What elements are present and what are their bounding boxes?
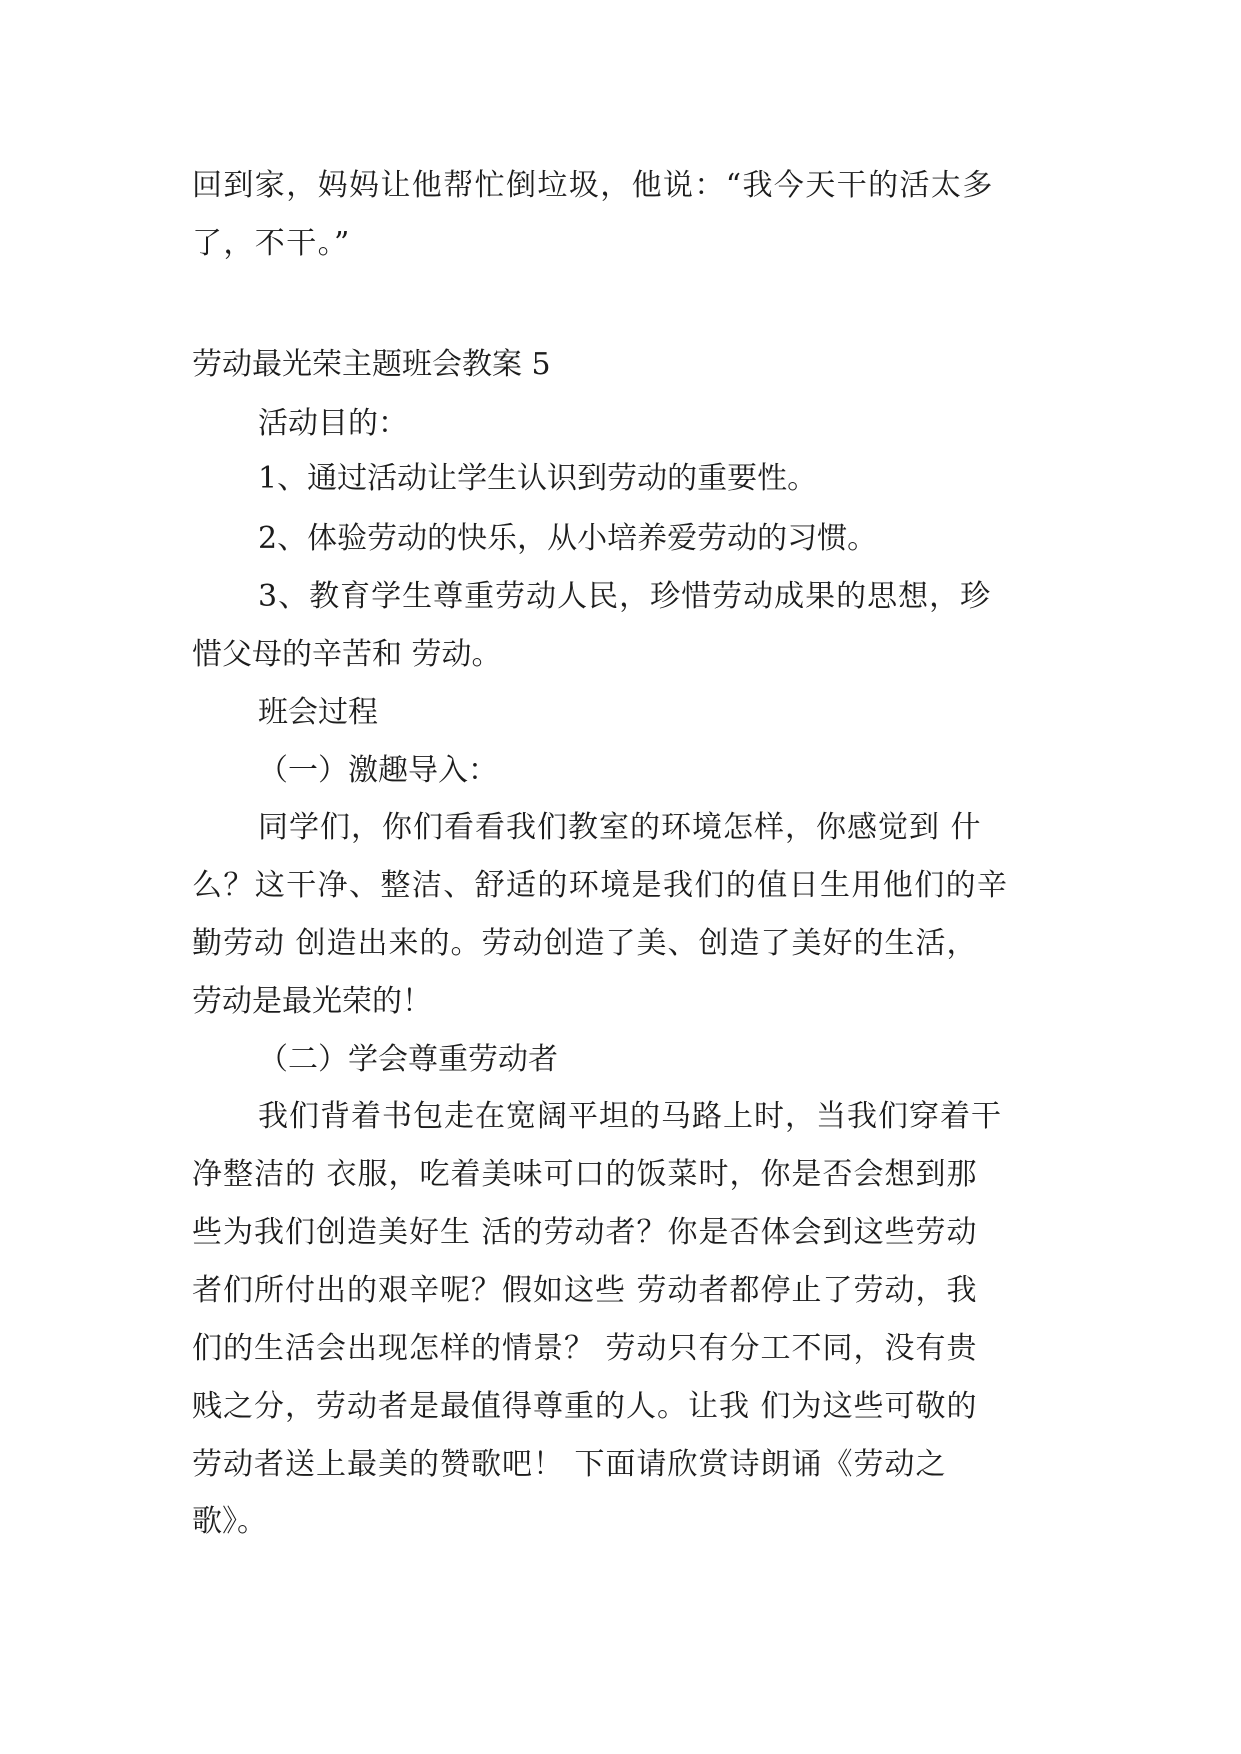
text-line: 同学们，你们看看我们教室的环境怎样，你感觉到 什 (258, 810, 982, 845)
subheading: （二）学会尊重劳动者 (258, 1042, 558, 1077)
text-line: 歌》。 (192, 1504, 267, 1539)
text-line: 我们背着书包走在宽阔平坦的马路上时，当我们穿着干 (258, 1099, 1002, 1134)
section-title: 劳动最光荣主题班会教案 5 (192, 347, 551, 382)
subheading: （一）激趣导入： (258, 753, 498, 788)
list-item: 3、教育学生尊重劳动人民，珍惜劳动成果的思想，珍 (258, 579, 992, 614)
text-line: 贱之分，劳动者是最值得尊重的人。让我 们为这些可敬的 (192, 1389, 978, 1424)
text-line: 惜父母的辛苦和 劳动。 (192, 637, 502, 672)
text-line: 者们所付出的艰辛呢？假如这些 劳动者都停止了劳动，我 (192, 1273, 978, 1308)
text-line: 么？这干净、整洁、舒适的环境是我们的值日生用他们的辛 (192, 868, 1009, 903)
text-line: 劳动者送上最美的赞歌吧！ 下面请欣赏诗朗诵《劳动之 (192, 1447, 947, 1482)
text-line: 回到家，妈妈让他帮忙倒垃圾，他说：“我今天干的活太多 (192, 168, 994, 203)
text-line: 净整洁的 衣服，吃着美味可口的饭菜时，你是否会想到那 (192, 1157, 978, 1192)
text-line: 活动目的： (258, 406, 408, 441)
text-line: 班会过程 (258, 695, 378, 730)
list-item: 2、体验劳动的快乐，从小培养爱劳动的习惯。 (258, 521, 878, 556)
text-line: 劳动是最光荣的！ (192, 984, 432, 1019)
list-item: 1、通过活动让学生认识到劳动的重要性。 (258, 461, 818, 496)
text-line: 勤劳动 创造出来的。劳动创造了美、创造了美好的生活， (192, 926, 978, 961)
text-line: 们的生活会出现怎样的情景？ 劳动只有分工不同，没有贵 (192, 1331, 978, 1366)
text-line: 些为我们创造美好生 活的劳动者？你是否体会到这些劳动 (192, 1215, 978, 1250)
text-line: 了，不干。” (192, 226, 351, 261)
